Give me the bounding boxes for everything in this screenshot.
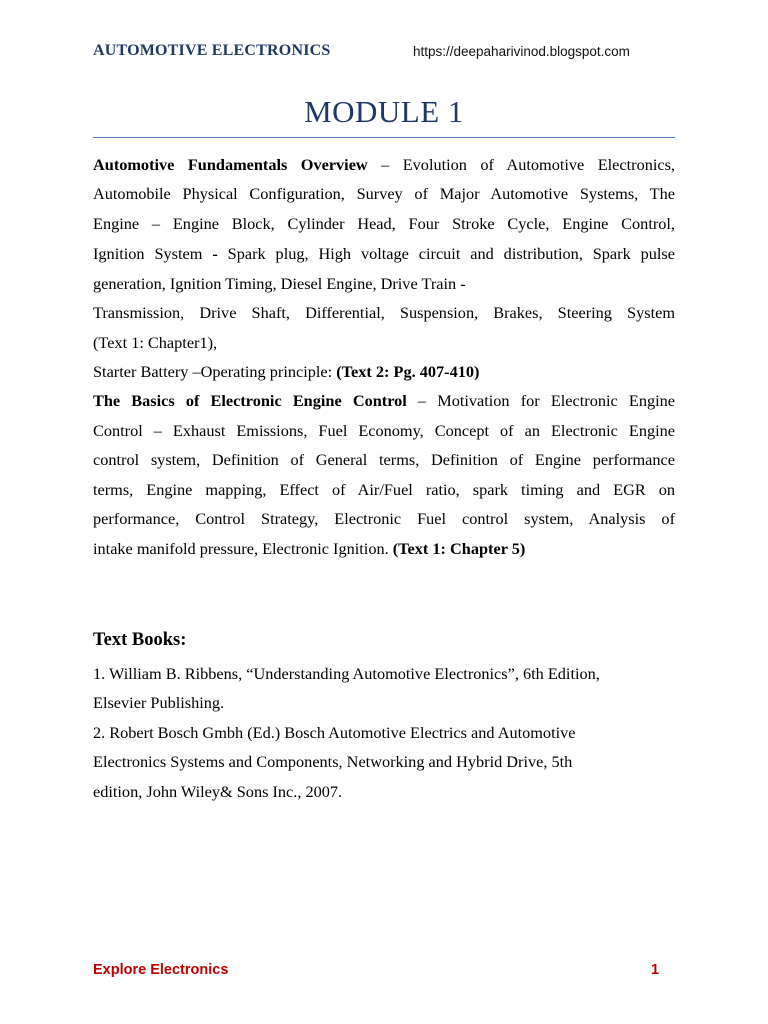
text: terms, Engine mapping, Effect of Air/Fuel ratio, spark timing and EGR on [93, 480, 675, 499]
syllabus-line [93, 155, 675, 175]
text: Ignition System [93, 244, 213, 263]
text: control system, Definition of General terms, Definition of Engine performance [93, 450, 675, 469]
syllabus-line [93, 480, 675, 500]
syllabus-line [93, 421, 675, 441]
syllabus-line [93, 539, 675, 559]
bold-text: The Basics of Electronic Engine Control [93, 391, 407, 410]
text-book-line: Elsevier Publishing. [93, 693, 225, 712]
text: intake manifold pressure, Electronic Ignition. [93, 539, 393, 558]
syllabus-line [93, 391, 675, 411]
text: Transmission, Drive Shaft, Differential, Suspension, Brakes, Steering System [93, 303, 675, 322]
syllabus-line [93, 450, 675, 470]
syllabus-line [93, 214, 675, 234]
bold-text: (Text 1: Chapter 5) [392, 539, 526, 558]
text: (Text 1: Chapter1), [93, 333, 218, 352]
title-divider [93, 137, 675, 138]
text: performance, Control Strategy, Electronic Fuel control system, Analysis of [93, 509, 675, 528]
text: Engine – Engine Block, Cylinder Head, Four Stroke Cycle, Engine Control, [93, 214, 675, 233]
text-book-line: edition, John Wiley& Sons Inc., 2007. [93, 782, 343, 801]
syllabus-line [93, 509, 675, 529]
text: – Motivation for Electronic Engine [406, 391, 675, 410]
header-url: https://deepaharivinod.blogspot.com [413, 44, 630, 59]
text: Automobile Physical Configuration, Survey of Major Automotive Systems, The [93, 184, 675, 203]
bold-text: (Text 2: Pg. 407-410) [336, 362, 480, 381]
text-book-line: Electronics Systems and Components, Networking and Hybrid Drive, 5th [93, 752, 573, 771]
text-books-heading: Text Books: [93, 630, 187, 650]
syllabus-line [93, 333, 675, 353]
text-book-line: 1. William B. Ribbens, “Understanding Automotive Electronics”, 6th Edition, [93, 664, 600, 683]
syllabus-line [93, 184, 675, 204]
syllabus-line [93, 303, 675, 323]
syllabus-line [93, 244, 675, 264]
text: Control – Exhaust Emissions, Fuel Economy, Concept of an Electronic Engine [93, 421, 675, 440]
footer-label: Explore Electronics [93, 962, 229, 978]
text-book-line: 2. Robert Bosch Gmbh (Ed.) Bosch Automotive Electrics and Automotive [93, 723, 576, 742]
bold-text: - [212, 244, 218, 263]
text: Spark plug, High voltage circuit and distribution, Spark pulse [217, 244, 675, 263]
syllabus-line [93, 274, 675, 294]
bold-text: Automotive Fundamentals Overview [93, 155, 368, 174]
header-title: AUTOMOTIVE ELECTRONICS [93, 42, 331, 59]
syllabus-line [93, 362, 675, 382]
text: generation, Ignition Timing, Diesel Engine, Drive Train - [93, 274, 466, 293]
page-title: MODULE 1 [304, 94, 464, 129]
page-number: 1 [651, 962, 660, 978]
text: Starter Battery –Operating principle: [93, 362, 337, 381]
text: – Evolution of Automotive Electronics, [367, 155, 676, 174]
